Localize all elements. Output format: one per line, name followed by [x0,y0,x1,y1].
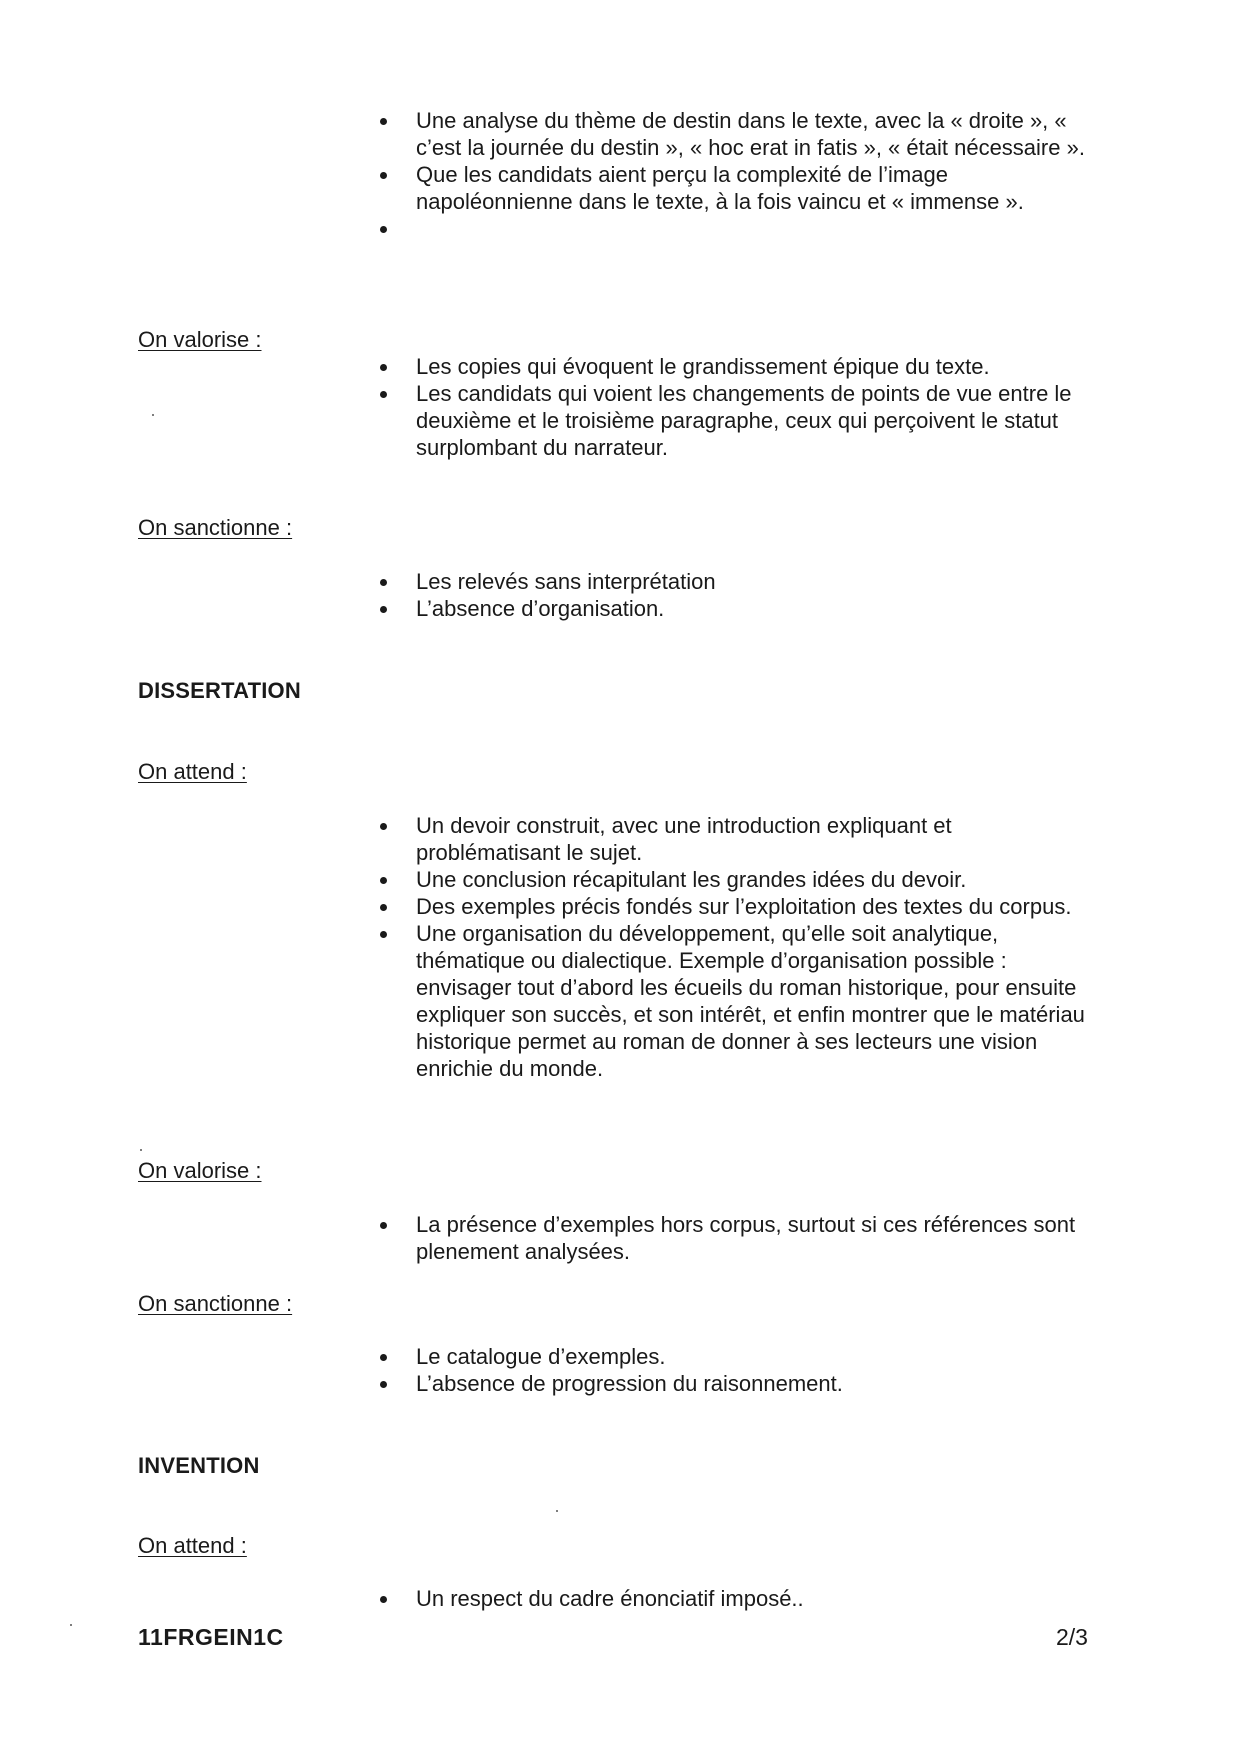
list-item: Les relevés sans interprétation [0,568,1096,595]
list-item: Une analyse du thème de destin dans le texte, avec la « droite », « c’est la journée du destin », « hoc erat in fatis », « était nécessaire ». [0,107,1096,161]
document-code: 11FRGEIN1C [138,1624,284,1650]
list-item: Que les candidats aient perçu la complexité de l’image napoléonnienne dans le texte, à la fois vaincu et « immense ». [0,161,1096,215]
dissertation-attend-list [0,812,1096,1082]
dissertation-sanctionne-list [0,1343,1096,1397]
invention-heading: INVENTION [138,1453,260,1478]
page-number: 2/3 [1056,1624,1088,1650]
list-item [0,215,1096,242]
commentaire-valorise-list [0,353,1096,461]
invention-attend-label: On attend : [138,1533,247,1558]
list-item: L’absence de progression du raisonnement. [0,1370,1096,1397]
dissertation-attend-label: On attend : [138,759,247,784]
list-item: Des exemples précis fondés sur l’exploitation des textes du corpus. [0,893,1096,920]
list-item: Une conclusion récapitulant les grandes idées du devoir. [0,866,1096,893]
commentaire-attend-list [0,107,1096,242]
list-item: Les candidats qui voient les changements de points de vue entre le deuxième et le troisième paragraphe, ceux qui perçoivent le statut surplombant du narrateur. [0,380,1096,461]
commentaire-valorise-label: On valorise : [138,327,262,352]
scan-speck [140,1149,142,1151]
dissertation-heading: DISSERTATION [138,678,301,703]
list-item: Une organisation du développement, qu’elle soit analytique, thématique ou dialectique. Exemple d’organisation possible : envisager tout d’abord les écueils du roman historique, pour ensuite expliquer son succès, et son intérêt, et enfin montrer que le matériau historique permet au roman de donner à ses lecteurs une vision enrichie du monde. [0,920,1096,1082]
scan-speck [70,1624,72,1626]
commentaire-sanctionne-label: On sanctionne : [138,515,293,540]
scan-speck [556,1510,558,1512]
dissertation-sanctionne-label: On sanctionne : [138,1291,293,1316]
list-item: La présence d’exemples hors corpus, surtout si ces références sont plenement analysées. [0,1211,1096,1265]
list-item: Un devoir construit, avec une introduction expliquant et problématisant le sujet. [0,812,1096,866]
list-item: Un respect du cadre énonciatif imposé.. [0,1585,1096,1612]
scan-speck [152,414,154,416]
commentaire-sanctionne-list [0,568,1096,622]
list-item: Le catalogue d’exemples. [0,1343,1096,1370]
dissertation-valorise-list [0,1211,1096,1265]
invention-attend-list [0,1585,1096,1612]
list-item: Les copies qui évoquent le grandissement épique du texte. [0,353,1096,380]
list-item: L’absence d’organisation. [0,595,1096,622]
dissertation-valorise-label: On valorise : [138,1158,262,1183]
